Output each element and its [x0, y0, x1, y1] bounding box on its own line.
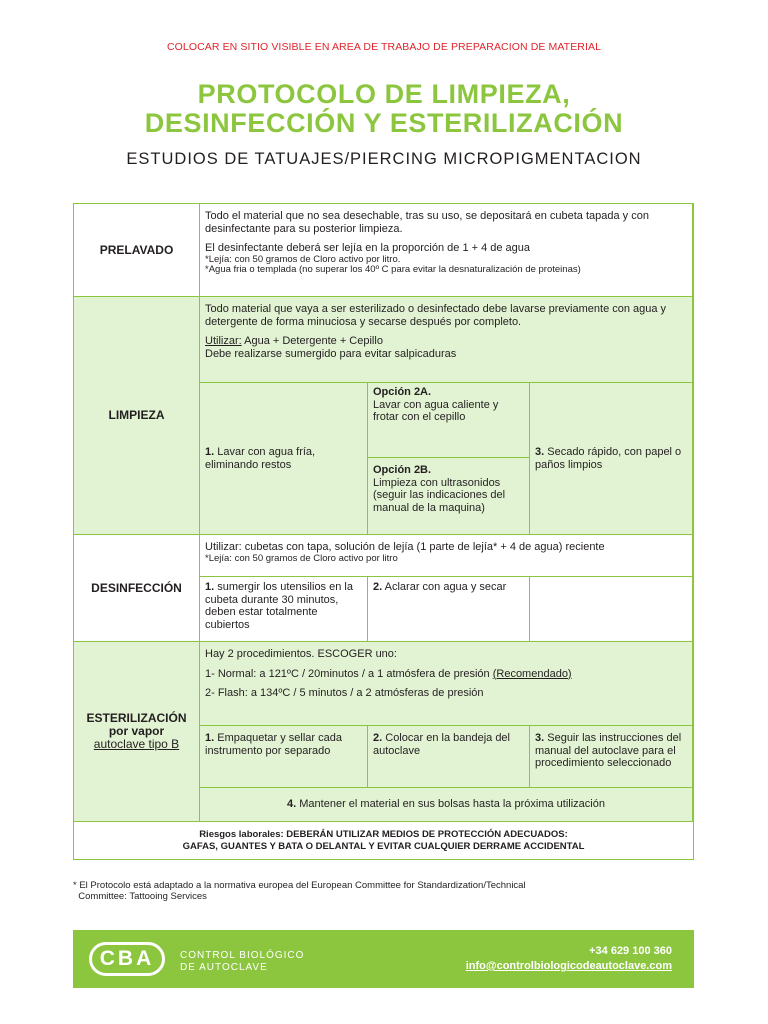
option-2a-title: Opción 2A. — [373, 386, 432, 398]
option-2b-title: Opción 2B. — [373, 464, 432, 476]
desinfeccion-step-1-num: 1. — [205, 581, 215, 593]
limpieza-text-2: Debe realizarse sumergido para evitar salpicaduras — [205, 347, 457, 360]
limpieza-step-3-text: Secado rápido, con papel o paños limpios — [535, 446, 682, 471]
esterilizacion-label — [74, 642, 200, 822]
protocol-table — [73, 203, 694, 860]
esterilizacion-normal-text: 1- Normal: a 121ºC / 20minutos / a 1 atmósfera de presión — [205, 667, 493, 680]
footer-banner — [73, 930, 694, 988]
riesgos-laborales — [74, 822, 693, 859]
esterilizacion-flash: 2- Flash: a 134ºC / 5 minutos / a 2 atmósferas de presión — [205, 687, 484, 699]
desinfeccion-label: DESINFECCIÓN — [74, 535, 200, 642]
desinfeccion-note-1: *Lejía: con 50 gramos de Cloro activo por litro — [205, 552, 398, 564]
esterilizacion-step-1-num: 1. — [205, 732, 215, 744]
brand-line-1: CONTROL BIOLÓGICO — [180, 950, 305, 961]
desinfeccion-empty-cell — [530, 577, 693, 642]
esterilizacion-step-3 — [530, 726, 693, 788]
brand-line-2: DE AUTOCLAVE — [180, 961, 268, 973]
placement-note: COLOCAR EN SITIO VISIBLE EN AREA DE TRABAJO DE PREPARACION DE MATERIAL — [166, 41, 602, 53]
esterilizacion-content — [200, 642, 693, 726]
limpieza-step-3 — [530, 383, 693, 535]
esterilizacion-label-1: ESTERILIZACIÓN — [86, 711, 187, 725]
limpieza-utilizar-label: Utilizar: — [205, 335, 242, 347]
limpieza-step-1-num: 1. — [205, 446, 215, 458]
esterilizacion-intro: Hay 2 procedimientos. ESCOGER uno: — [205, 648, 397, 660]
esterilizacion-step-4 — [200, 788, 693, 822]
esterilizacion-step-1 — [200, 726, 368, 788]
esterilizacion-normal — [205, 668, 687, 681]
page-subtitle: ESTUDIOS DE TATUAJES/PIERCING MICROPIGMENTACION — [126, 150, 642, 168]
esterilizacion-label-2: por vapor — [108, 724, 165, 738]
desinfeccion-content — [200, 535, 693, 577]
title-line-1: PROTOCOLO DE LIMPIEZA, — [197, 79, 571, 109]
desinfeccion-step-1-text: sumergir los utensilios en la cubeta durante 30 minutos, deben estar totalmente cubiertos — [205, 581, 353, 631]
limpieza-step-3-num: 3. — [535, 446, 545, 458]
esterilizacion-step-2-text: Colocar en la bandeja del autoclave — [373, 732, 510, 757]
footnote-line-1: * El Protocolo está adaptado a la normativa europea del European Committee for Standardization/Technical — [73, 880, 526, 891]
footnote-line-2: Committee: Tattooing Services — [73, 891, 207, 902]
limpieza-step-1-text: Lavar con agua fría, eliminando restos — [205, 446, 316, 471]
limpieza-label: LIMPIEZA — [74, 297, 200, 535]
riesgos-line-1: Riesgos laborales: DEBERÁN UTILIZAR MEDIOS DE PROTECCIÓN ADECUADOS: — [199, 829, 568, 840]
page-title — [0, 80, 768, 138]
limpieza-text-1: Todo material que vaya a ser esterilizado o desinfectado debe lavarse previamente con agua y detergente de forma minuciosa y secarse después por completo. — [205, 303, 667, 328]
riesgos-line-2: GAFAS, GUANTES Y BATA O DELANTAL Y EVITAR CUALQUIER DERRAME ACCIDENTAL — [182, 841, 585, 852]
prelavado-label: PRELAVADO — [74, 204, 200, 297]
prelavado-text-1: Todo el material que no sea desechable, tras su uso, se depositará en cubeta tapada y con desinfectante para su posterior limpieza. — [205, 210, 649, 235]
esterilizacion-step-1-text: Empaquetar y sellar cada instrumento por separado — [205, 732, 342, 757]
limpieza-option-2b — [368, 458, 530, 535]
esterilizacion-step-2 — [368, 726, 530, 788]
option-2b-text: Limpieza con ultrasonidos (seguir las indicaciones del manual de la maquina) — [373, 476, 506, 514]
email-link[interactable]: info@controlbiologicodeautoclave.com — [465, 960, 672, 972]
esterilizacion-step-2-num: 2. — [373, 732, 383, 744]
title-line-2: DESINFECCIÓN Y ESTERILIZACIÓN — [144, 108, 624, 138]
desinfeccion-step-2 — [368, 577, 530, 642]
prelavado-note-1: *Lejía: con 50 gramos de Cloro activo por litro. — [205, 253, 401, 265]
esterilizacion-label-3: autoclave tipo B — [93, 737, 180, 751]
desinfeccion-text-1: Utilizar: cubetas con tapa, solución de lejía (1 parte de lejía* + 4 de agua) reciente — [205, 541, 605, 553]
desinfeccion-step-2-text: Aclarar con agua y secar — [382, 581, 507, 593]
limpieza-step-1 — [200, 383, 368, 535]
esterilizacion-recomendado: (Recomendado) — [492, 667, 572, 680]
footnote — [73, 880, 693, 902]
prelavado-text-2: El desinfectante deberá ser lejía en la proporción de 1 + 4 de agua — [205, 242, 531, 254]
contact-info — [466, 944, 672, 974]
option-2a-text: Lavar con agua caliente y frotar con el cepillo — [373, 398, 499, 423]
esterilizacion-step-3-num: 3. — [535, 732, 545, 744]
prelavado-content — [200, 204, 693, 297]
limpieza-utilizar-text: Agua + Detergente + Cepillo — [241, 335, 383, 347]
limpieza-content — [200, 297, 693, 383]
phone-number: +34 629 100 360 — [589, 945, 672, 957]
esterilizacion-step-4-num: 4. — [287, 798, 297, 811]
limpieza-utilizar — [205, 335, 687, 348]
desinfeccion-step-1 — [200, 577, 368, 642]
desinfeccion-step-2-num: 2. — [373, 581, 383, 593]
brand-name — [180, 950, 304, 973]
esterilizacion-step-4-text: Mantener el material en sus bolsas hasta la próxima utilización — [296, 798, 605, 811]
limpieza-option-2a — [368, 383, 530, 458]
prelavado-note-2: *Agua fria o templada (no superar los 40º C para evitar la desnaturalización de proteinas) — [205, 264, 581, 275]
esterilizacion-step-3-text: Seguir las instrucciones del manual del autoclave para el procedimiento seleccionado — [535, 732, 682, 769]
cba-logo: CBA — [89, 942, 165, 976]
